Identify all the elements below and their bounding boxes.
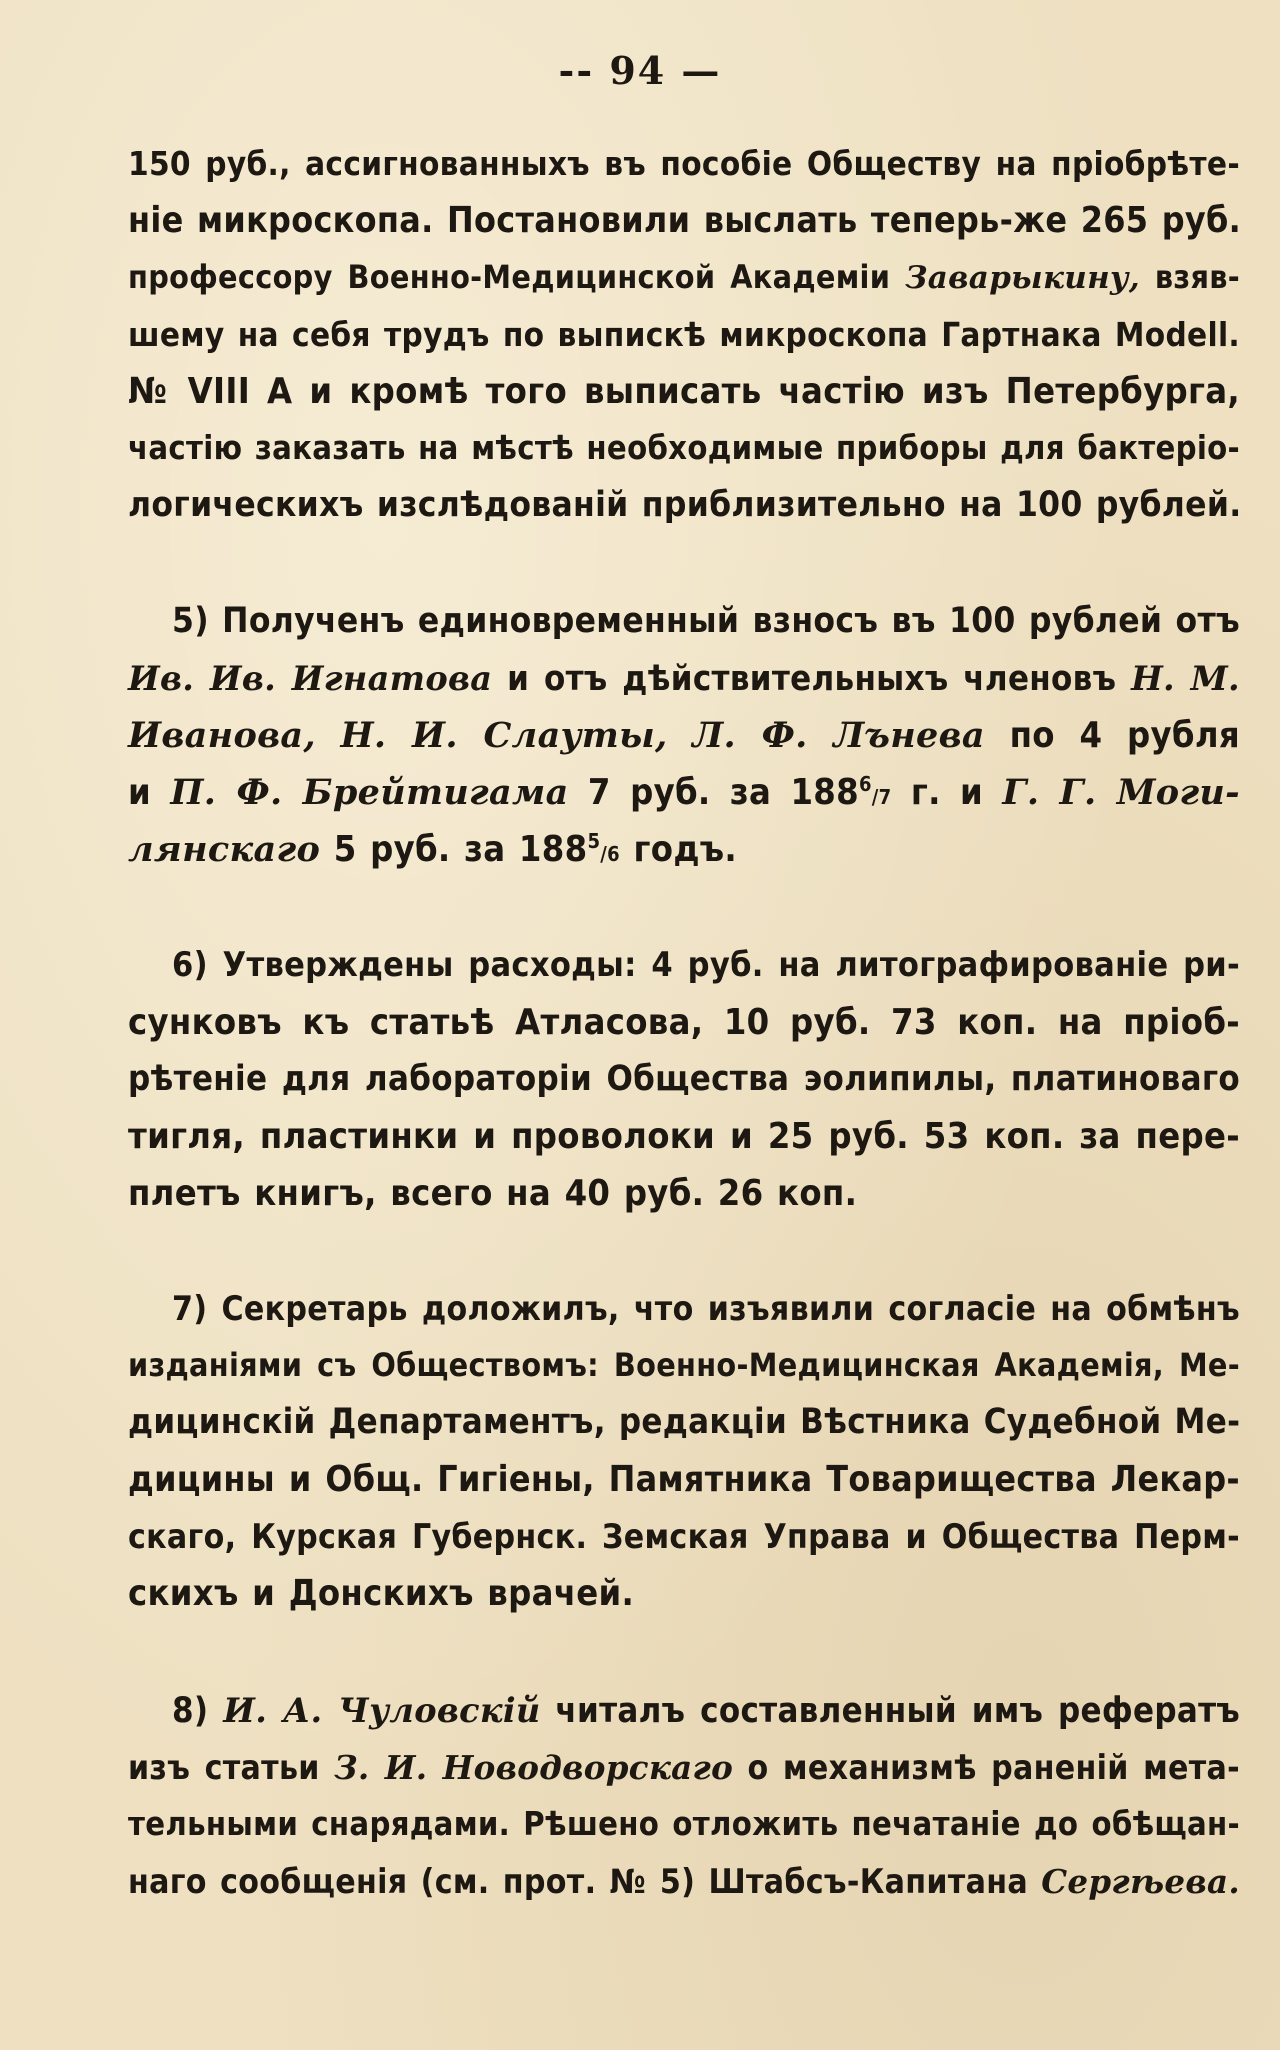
text-line: дицинскій Департаментъ, редакціи Вѣстника Судебной Ме- xyxy=(128,1402,1241,1442)
text-line: 5) Полученъ единовременный взносъ въ 100 рублей отъ xyxy=(172,601,1240,641)
text-line: и П. Ф. Брейтигама 7 руб. за $188^6/7$ г. и Г. Г. Моги- xyxy=(128,772,1241,813)
text-line: частію заказать на мѣстѣ необходимые приборы для бактеріо- xyxy=(128,429,1240,467)
person-name: лянскаго xyxy=(128,829,321,870)
person-name: И. А. Чуловскій xyxy=(223,1691,541,1730)
text-line: логическихъ изслѣдованій приблизительно на 100 рублей. xyxy=(128,485,1242,525)
person-name: Сергѣева. xyxy=(1041,1862,1240,1901)
item-6 xyxy=(128,937,1240,1222)
person-name: Иванова, xyxy=(128,715,316,756)
fraction-numerator: 6 xyxy=(858,772,872,796)
text-line: плетъ книгъ, всего на 40 руб. 26 коп. xyxy=(128,1173,858,1214)
text-line: изданіями съ Обществомъ: Военно-Медицинская Академія, Ме- xyxy=(128,1346,1240,1384)
item-8 xyxy=(128,1682,1240,1910)
person-name: Н. М. xyxy=(1131,659,1240,698)
text-line: тигля, пластинки и проволоки и 25 руб. 53 коп. за пере- xyxy=(128,1116,1240,1157)
text-line: 7) Секретарь доложилъ, что изъявили согласіе на обмѣнъ xyxy=(172,1289,1240,1328)
person-name: П. Ф. Брейтигама xyxy=(170,772,569,813)
text-line: дицины и Общ. Гигіены, Памятника Товарищества Лекар- xyxy=(128,1459,1240,1500)
text-line: Иванова, Н. И. Слауты, Л. Ф. Лънева по 4 рубля xyxy=(128,715,1240,756)
fraction-denominator: /6 xyxy=(600,842,620,866)
item-7 xyxy=(128,1280,1240,1622)
text-line: шему на себя трудъ по выпискѣ микроскопа Гартнака Modell. xyxy=(128,315,1240,354)
text-line: ніе микроскопа. Постановили выслать теперь-же 265 руб. xyxy=(128,200,1242,241)
text-line: 6) Утверждены расходы: 4 руб. на литографированіе ри- xyxy=(172,945,1240,985)
text-line: скаго, Курская Губернск. Земская Управа и Общества Перм- xyxy=(128,1517,1240,1556)
text-line: тельными снарядами. Рѣшено отложить печатаніе до обѣщан- xyxy=(128,1805,1240,1843)
text-line: наго сообщенія (см. прот. № 5) Штабсъ-Капитана Сергѣева. xyxy=(128,1862,1240,1901)
person-name: Г. Г. Моги- xyxy=(1002,772,1241,813)
fraction-denominator: /7 xyxy=(871,785,892,809)
person-name: Л. Ф. Лънева xyxy=(692,715,985,756)
text-line: 8) И. А. Чуловскій читалъ составленный имъ рефератъ xyxy=(172,1691,1240,1731)
item-5 xyxy=(128,593,1240,878)
text-line: сунковъ къ статьѣ Атласова, 10 руб. 73 коп. на пріоб- xyxy=(128,1002,1240,1043)
fraction-numerator: 5 xyxy=(587,829,601,853)
person-name: Н. И. Слауты, xyxy=(340,715,668,756)
text-line: № VIII А и кромѣ того выписать частію изъ Петербурга, xyxy=(128,371,1240,412)
text-line: изъ статьи З. И. Новодворскаго о механизмѣ раненій мета- xyxy=(128,1748,1240,1787)
person-name: З. И. Новодворскаго xyxy=(334,1748,734,1787)
text-line: Ив. Ив. Игнатова и отъ дѣйствительныхъ членовъ Н. М. xyxy=(128,659,1240,699)
page-number: -- 94 — xyxy=(558,48,722,93)
text-line: скихъ и Донскихъ врачей. xyxy=(128,1573,635,1614)
person-name: Заварыкину, xyxy=(905,260,1140,296)
text-line: рѣтеніе для лабораторіи Общества эолипилы, платиноваго xyxy=(128,1059,1240,1099)
text-line: профессору Военно-Медицинской Академіи Заварыкину, взяв- xyxy=(128,258,1240,296)
person-name: Ив. Ив. Игнатова xyxy=(128,659,493,698)
text-line: 150 руб., ассигнованныхъ въ пособіе Обществу на пріобрѣте- xyxy=(128,144,1240,183)
text-line: лянскаго 5 руб. за $188^5/6$ годъ. xyxy=(128,829,738,870)
paragraph-continuation xyxy=(128,135,1240,534)
